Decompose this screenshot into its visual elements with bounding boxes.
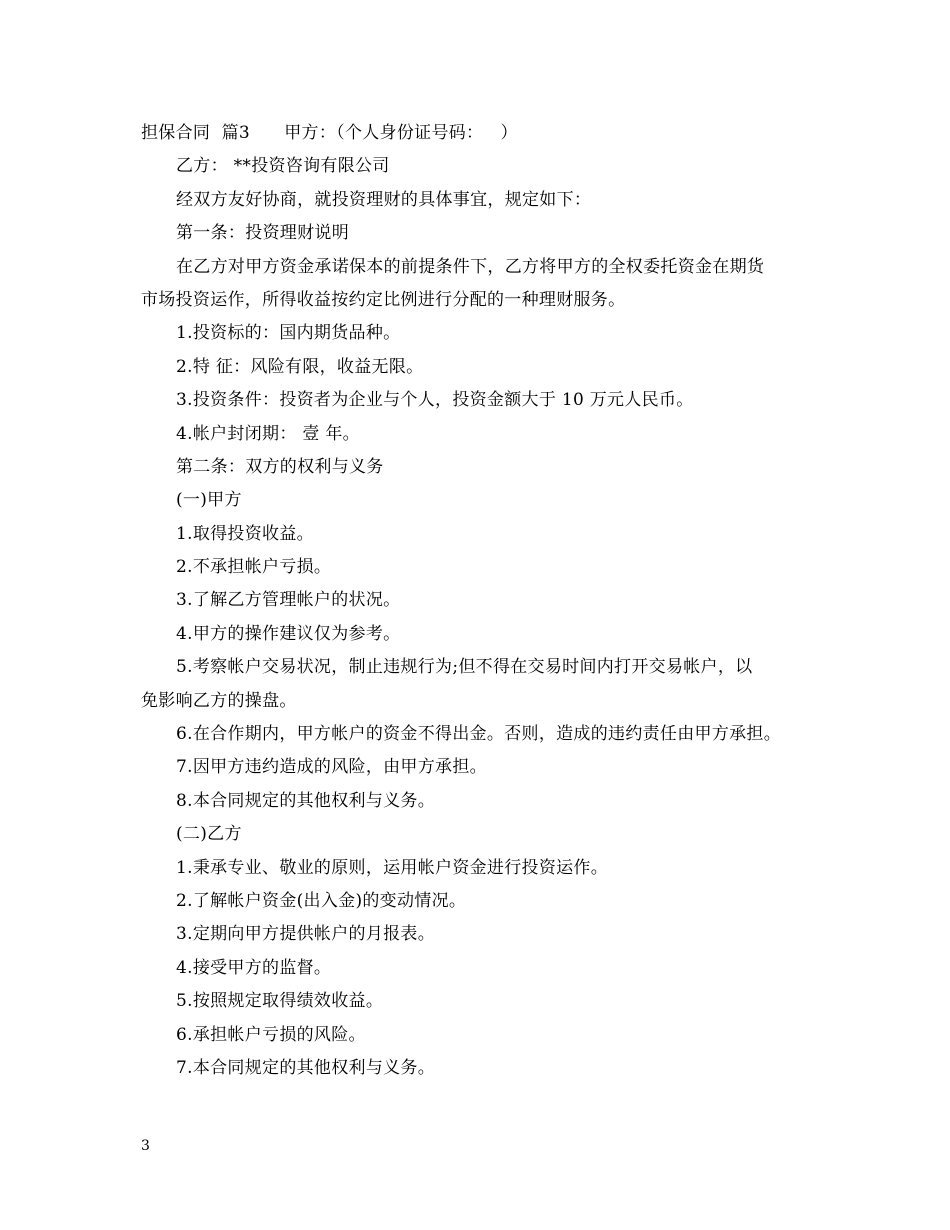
document-header-line: 担保合同 篇3 甲方：（个人身份证号码： ） — [141, 123, 518, 143]
article-1-heading: 第一条：投资理财说明 — [176, 223, 349, 244]
article-1-item: 2.特 征：风险有限，收益无限。 — [176, 356, 424, 377]
party-a-item: 8.本合同规定的其他权利与义务。 — [176, 790, 436, 811]
article-1-item: 1.投资标的：国内期货品种。 — [176, 323, 401, 344]
party-a-item: 6.在合作期内，甲方帐户的资金不得出金。否则，造成的违约责任由甲方承担。 — [176, 724, 782, 745]
article-1-paragraph-line: 市场投资运作，所得收益按约定比例进行分配的一种理财服务。 — [141, 289, 626, 310]
party-b-item: 6.承担帐户亏损的风险。 — [176, 1024, 366, 1045]
party-a-item: 5.考察帐户交易状况，制止违规行为;但不得在交易时间内打开交易帐户，以 — [176, 657, 753, 678]
party-b-item: 5.按照规定取得绩效收益。 — [176, 991, 384, 1012]
document-body — [141, 117, 821, 1085]
party-b-item: 7.本合同规定的其他权利与义务。 — [176, 1057, 436, 1078]
preamble-line: 经双方友好协商，就投资理财的具体事宜，规定如下： — [176, 189, 592, 210]
party-b-subheading: (二)乙方 — [176, 824, 242, 845]
article-1-item: 4.帐户封闭期： 壹 年。 — [176, 423, 360, 444]
party-b-item: 3.定期向甲方提供帐户的月报表。 — [176, 924, 436, 945]
article-1-paragraph-line: 在乙方对甲方资金承诺保本的前提条件下，乙方将甲方的全权委托资金在期货 — [176, 256, 765, 277]
party-a-item: 2.不承担帐户亏损。 — [176, 557, 332, 578]
party-a-item: 7.因甲方违约造成的风险，由甲方承担。 — [176, 757, 487, 778]
party-a-item: 3.了解乙方管理帐户的状况。 — [176, 590, 401, 611]
party-b-item: 1.秉承专业、敬业的原则，运用帐户资金进行投资运作。 — [176, 857, 609, 878]
party-a-item: 4.甲方的操作建议仅为参考。 — [176, 623, 401, 644]
party-b-line: 乙方： **投资咨询有限公司 — [176, 156, 390, 177]
party-b-item: 2.了解帐户资金(出入金)的变动情况。 — [176, 890, 467, 911]
party-a-item-continuation: 免影响乙方的操盘。 — [141, 690, 297, 711]
party-a-item: 1.取得投资收益。 — [176, 523, 314, 544]
page-number: 3 — [141, 1138, 150, 1154]
party-b-item: 4.接受甲方的监督。 — [176, 957, 332, 978]
party-a-subheading: (一)甲方 — [176, 490, 242, 511]
article-2-heading: 第二条：双方的权利与义务 — [176, 456, 384, 477]
article-1-item: 3.投资条件：投资者为企业与个人，投资金额大于 10 万元人民币。 — [176, 390, 694, 411]
